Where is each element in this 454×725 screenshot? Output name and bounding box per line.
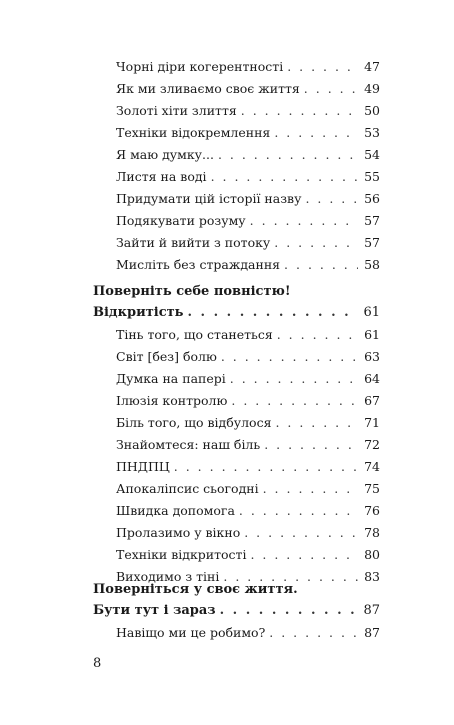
section-heading-title: Бути тут і зараз (93, 603, 216, 618)
toc-entry-title: Швидка допомога (116, 503, 235, 518)
toc-entry (116, 546, 380, 564)
toc-entry-page: 75 (364, 481, 380, 496)
toc-entry-title: Я маю думку... (116, 147, 214, 162)
toc-entry (116, 502, 380, 520)
toc-entry (116, 624, 380, 642)
leader-dots (250, 546, 358, 564)
toc-entry (116, 458, 380, 476)
toc-entry-title: Придумати цій історії назву (116, 191, 302, 206)
section-heading-page: 87 (363, 603, 380, 618)
toc-entry (116, 480, 380, 498)
toc-entry-title: Як ми зливаємо своє життя (116, 81, 300, 96)
toc-entry-page: 56 (364, 191, 380, 206)
toc-entry-page: 71 (364, 415, 380, 430)
toc-entry (116, 524, 380, 542)
toc-entry-title: Листя на воді (116, 169, 207, 184)
toc-entry-page: 64 (364, 371, 380, 386)
toc-entry-page: 55 (364, 169, 380, 184)
leader-dots (241, 102, 358, 120)
leader-dots (218, 146, 358, 164)
leader-dots (188, 304, 359, 322)
toc-entry-page: 47 (364, 59, 380, 74)
toc-entry (116, 414, 380, 432)
toc-entry-title: Біль того, що відбулося (116, 415, 272, 430)
toc-entry-page: 76 (364, 503, 380, 518)
leader-dots (221, 348, 358, 366)
leader-dots (230, 370, 358, 388)
toc-entry (116, 392, 380, 410)
toc-entry-title: Зайти й вийти з потоку (116, 235, 271, 250)
toc-entry-page: 53 (364, 125, 380, 140)
section-heading: Поверніть себе повністю! (93, 284, 291, 299)
toc-entry-title: Золоті хіти злиття (116, 103, 237, 118)
toc-entry-page: 49 (364, 81, 380, 96)
toc-entry-page: 74 (364, 459, 380, 474)
toc-entry-title: Виходимо з тіні (116, 569, 220, 584)
leader-dots (287, 58, 358, 76)
toc-entry-page: 54 (364, 147, 380, 162)
leader-dots (274, 234, 358, 252)
toc-entry-title: ПНДПЦ (116, 459, 170, 474)
toc-entry-page: 63 (364, 349, 380, 364)
toc-entry-page: 50 (364, 103, 380, 118)
toc-entry (116, 146, 380, 164)
toc-entry-title: Мисліть без страждання (116, 257, 281, 272)
leader-dots (275, 414, 358, 432)
leader-dots (269, 624, 358, 642)
toc-entry (116, 102, 380, 120)
toc-entry-title: Техніки відкритості (116, 547, 247, 562)
leader-dots (231, 392, 358, 410)
toc-entry-page: 61 (364, 327, 380, 342)
toc-entry-page: 57 (364, 213, 380, 228)
toc-entry-page: 67 (364, 393, 380, 408)
page-number: 8 (93, 656, 102, 671)
toc-entry-page: 80 (364, 547, 380, 562)
section-heading: Поверніться у своє життя. (93, 582, 298, 597)
toc-entry-page: 57 (364, 235, 380, 250)
leader-dots (250, 212, 358, 230)
leader-dots (274, 124, 358, 142)
toc-entry (116, 168, 380, 186)
toc-entry-title: Апокаліпсис сьогодні (116, 481, 259, 496)
toc-entry (116, 212, 380, 230)
toc-entry (116, 326, 380, 344)
section-heading-page: 61 (363, 305, 380, 320)
toc-entry-page: 58 (364, 257, 380, 272)
toc-entry-title: Тінь того, що станеться (116, 327, 273, 342)
leader-dots (284, 256, 358, 274)
leader-dots (263, 480, 358, 498)
leader-dots (220, 602, 358, 620)
leader-dots (264, 436, 358, 454)
toc-entry (116, 80, 380, 98)
toc-entry (116, 190, 380, 208)
toc-entry (116, 58, 380, 76)
toc-entry-title: Навіщо ми це робимо? (116, 625, 266, 640)
toc-entry-title: Ілюзія контролю (116, 393, 228, 408)
leader-dots (239, 502, 358, 520)
toc-entry-title: Знайомтеся: наш біль (116, 437, 261, 452)
toc-entry-title: Техніки відокремлення (116, 125, 271, 140)
leader-dots (304, 80, 358, 98)
section-heading-row (93, 304, 380, 322)
leader-dots (174, 458, 358, 476)
toc-entry (116, 436, 380, 454)
toc-entry-page: 87 (364, 625, 380, 640)
toc-entry (116, 234, 380, 252)
toc-entry-page: 72 (364, 437, 380, 452)
toc-entry-title: Чорні діри когерентності (116, 59, 284, 74)
toc-entry (116, 124, 380, 142)
toc-entry-title: Світ [без] болю (116, 349, 217, 364)
toc-entry (116, 256, 380, 274)
leader-dots (305, 190, 358, 208)
toc-entry-page: 78 (364, 525, 380, 540)
toc-entry (116, 370, 380, 388)
toc-entry-title: Думка на папері (116, 371, 226, 386)
section-heading-row (93, 602, 380, 620)
toc-entry-page: 83 (364, 569, 380, 584)
toc-entry-title: Подякувати розуму (116, 213, 246, 228)
toc-entry-title: Пролазимо у вікно (116, 525, 241, 540)
leader-dots (277, 326, 358, 344)
leader-dots (244, 524, 358, 542)
leader-dots (211, 168, 358, 186)
section-heading-title: Відкритість (93, 305, 184, 320)
toc-entry (116, 348, 380, 366)
